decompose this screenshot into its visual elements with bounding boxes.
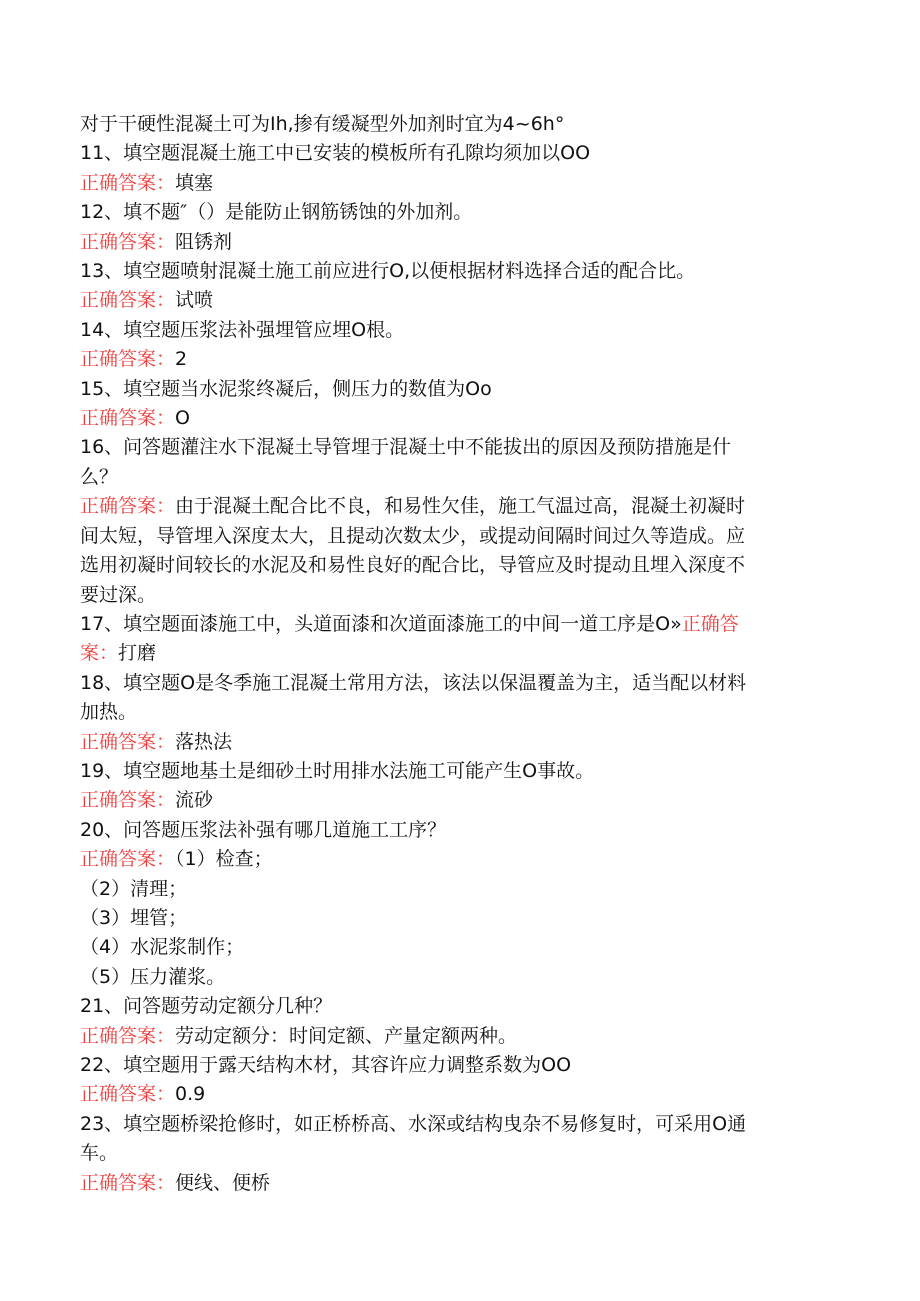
answer-22 xyxy=(80,1080,840,1109)
answer-text: 2 xyxy=(175,348,188,371)
answer-text: 打磨 xyxy=(118,642,157,665)
text-line: 对于干硬性混凝土可为Ih,掺有缓凝型外加剂时宜为4~6h° xyxy=(80,113,565,135)
answer-text: 流砂 xyxy=(175,789,214,812)
answer-13 xyxy=(80,286,840,315)
answer-text: 落热法 xyxy=(175,730,233,753)
answer-label: 正确答案： xyxy=(80,848,176,871)
answer-11 xyxy=(80,169,840,198)
question-16-line-1: 16、问答题灌注水下混凝土导管埋于混凝土中不能拔出的原因及预防措施是什 xyxy=(80,436,732,459)
answer-16-line-2: 间太短，导管埋入深度太大，且提动次数太少，或提动间隔时间过久等造成。应 xyxy=(80,524,746,547)
question-text: 17、填空题面漆施工中，头道面漆和次道面漆施工的中间一道工序是O» xyxy=(80,612,682,635)
answer-text: （1）检查； xyxy=(175,848,273,871)
answer-label: 正确答案： xyxy=(80,1171,176,1194)
answer-label: 正确答案： xyxy=(80,1024,176,1047)
answer-text: 劳动定额分：时间定额、产量定额两种。 xyxy=(175,1024,518,1047)
answer-label: 正确答案： xyxy=(80,171,176,194)
answer-text: 由于混凝土配合比不良，和易性欠佳，施工气温过高，混凝土初凝时 xyxy=(175,495,746,518)
answer-label: 正确答案： xyxy=(80,730,176,753)
answer-16-line-1 xyxy=(80,492,840,521)
answer-12 xyxy=(80,228,840,257)
question-16-line-2: 么？ xyxy=(80,465,119,488)
answer-14 xyxy=(80,345,840,374)
question-21: 21、问答题劳动定额分几种？ xyxy=(80,995,333,1018)
question-14: 14、填空题压浆法补强埋管应埋O根。 xyxy=(80,318,405,341)
question-18-line-2: 加热。 xyxy=(80,701,138,724)
answer-23 xyxy=(80,1169,840,1198)
question-22: 22、填空题用于露天结构木材，其容许应力调整系数为OO xyxy=(80,1054,572,1076)
document-body xyxy=(80,110,840,1198)
answer-label-part-1: 正确答 xyxy=(681,612,739,635)
answer-18 xyxy=(80,728,840,757)
question-15: 15、填空题当水泥浆终凝后，侧压力的数值为Oo xyxy=(80,377,492,400)
question-13: 13、填空题喷射混凝土施工前应进行O,以便根据材料选择合适的配合比。 xyxy=(80,260,696,283)
answer-text: 便线、便桥 xyxy=(175,1171,271,1194)
answer-text: 阻锈剂 xyxy=(175,230,233,253)
answer-label: 正确答案： xyxy=(80,230,176,253)
answer-20-line-1 xyxy=(80,845,840,874)
answer-text: O xyxy=(175,407,190,430)
answer-20-line-2: （2）清理； xyxy=(80,877,188,900)
answer-16-line-3: 选用初凝时间较长的水泥及和易性良好的配合比，导管应及时提动且埋入深度不 xyxy=(80,554,746,577)
answer-label: 正确答案： xyxy=(80,1083,176,1106)
answer-text: 试喷 xyxy=(175,289,214,312)
question-19: 19、填空题地基土是细砂土时用排水法施工可能产生O事故。 xyxy=(80,759,595,782)
question-12: 12、填不题″（）是能防止钢筋锈蚀的外加剂。 xyxy=(80,201,473,224)
answer-16-line-4: 要过深。 xyxy=(80,583,157,606)
answer-19 xyxy=(80,786,840,815)
answer-20-line-5: （5）压力灌浆。 xyxy=(80,965,226,988)
answer-label: 正确答案： xyxy=(80,348,176,371)
answer-20-line-3: （3）埋管； xyxy=(80,906,188,929)
answer-20-line-4: （4）水泥浆制作； xyxy=(80,936,245,959)
answer-text: 填塞 xyxy=(175,171,214,194)
question-11: 11、填空题混凝土施工中已安装的模板所有孔隙均须加以OO xyxy=(80,142,591,165)
answer-17 xyxy=(80,639,840,668)
answer-label: 正确答案： xyxy=(80,789,176,812)
question-23-line-2: 车。 xyxy=(80,1142,119,1165)
question-18-line-1: 18、填空题O是冬季施工混凝土常用方法，该法以保温覆盖为主，适当配以材料 xyxy=(80,671,747,694)
answer-21 xyxy=(80,1022,840,1051)
answer-label: 正确答案： xyxy=(80,495,176,518)
question-23-line-1: 23、填空题桥梁抢修时，如正桥桥高、水深或结构曳杂不易修复时，可采用O通 xyxy=(80,1112,747,1135)
question-17 xyxy=(80,610,840,639)
answer-15 xyxy=(80,404,840,433)
question-20: 20、问答题压浆法补强有哪几道施工工序？ xyxy=(80,818,447,841)
answer-text: 0.9 xyxy=(175,1083,206,1106)
answer-label-part-2: 案： xyxy=(80,642,119,665)
answer-label: 正确答案： xyxy=(80,407,176,430)
answer-label: 正确答案： xyxy=(80,289,176,312)
